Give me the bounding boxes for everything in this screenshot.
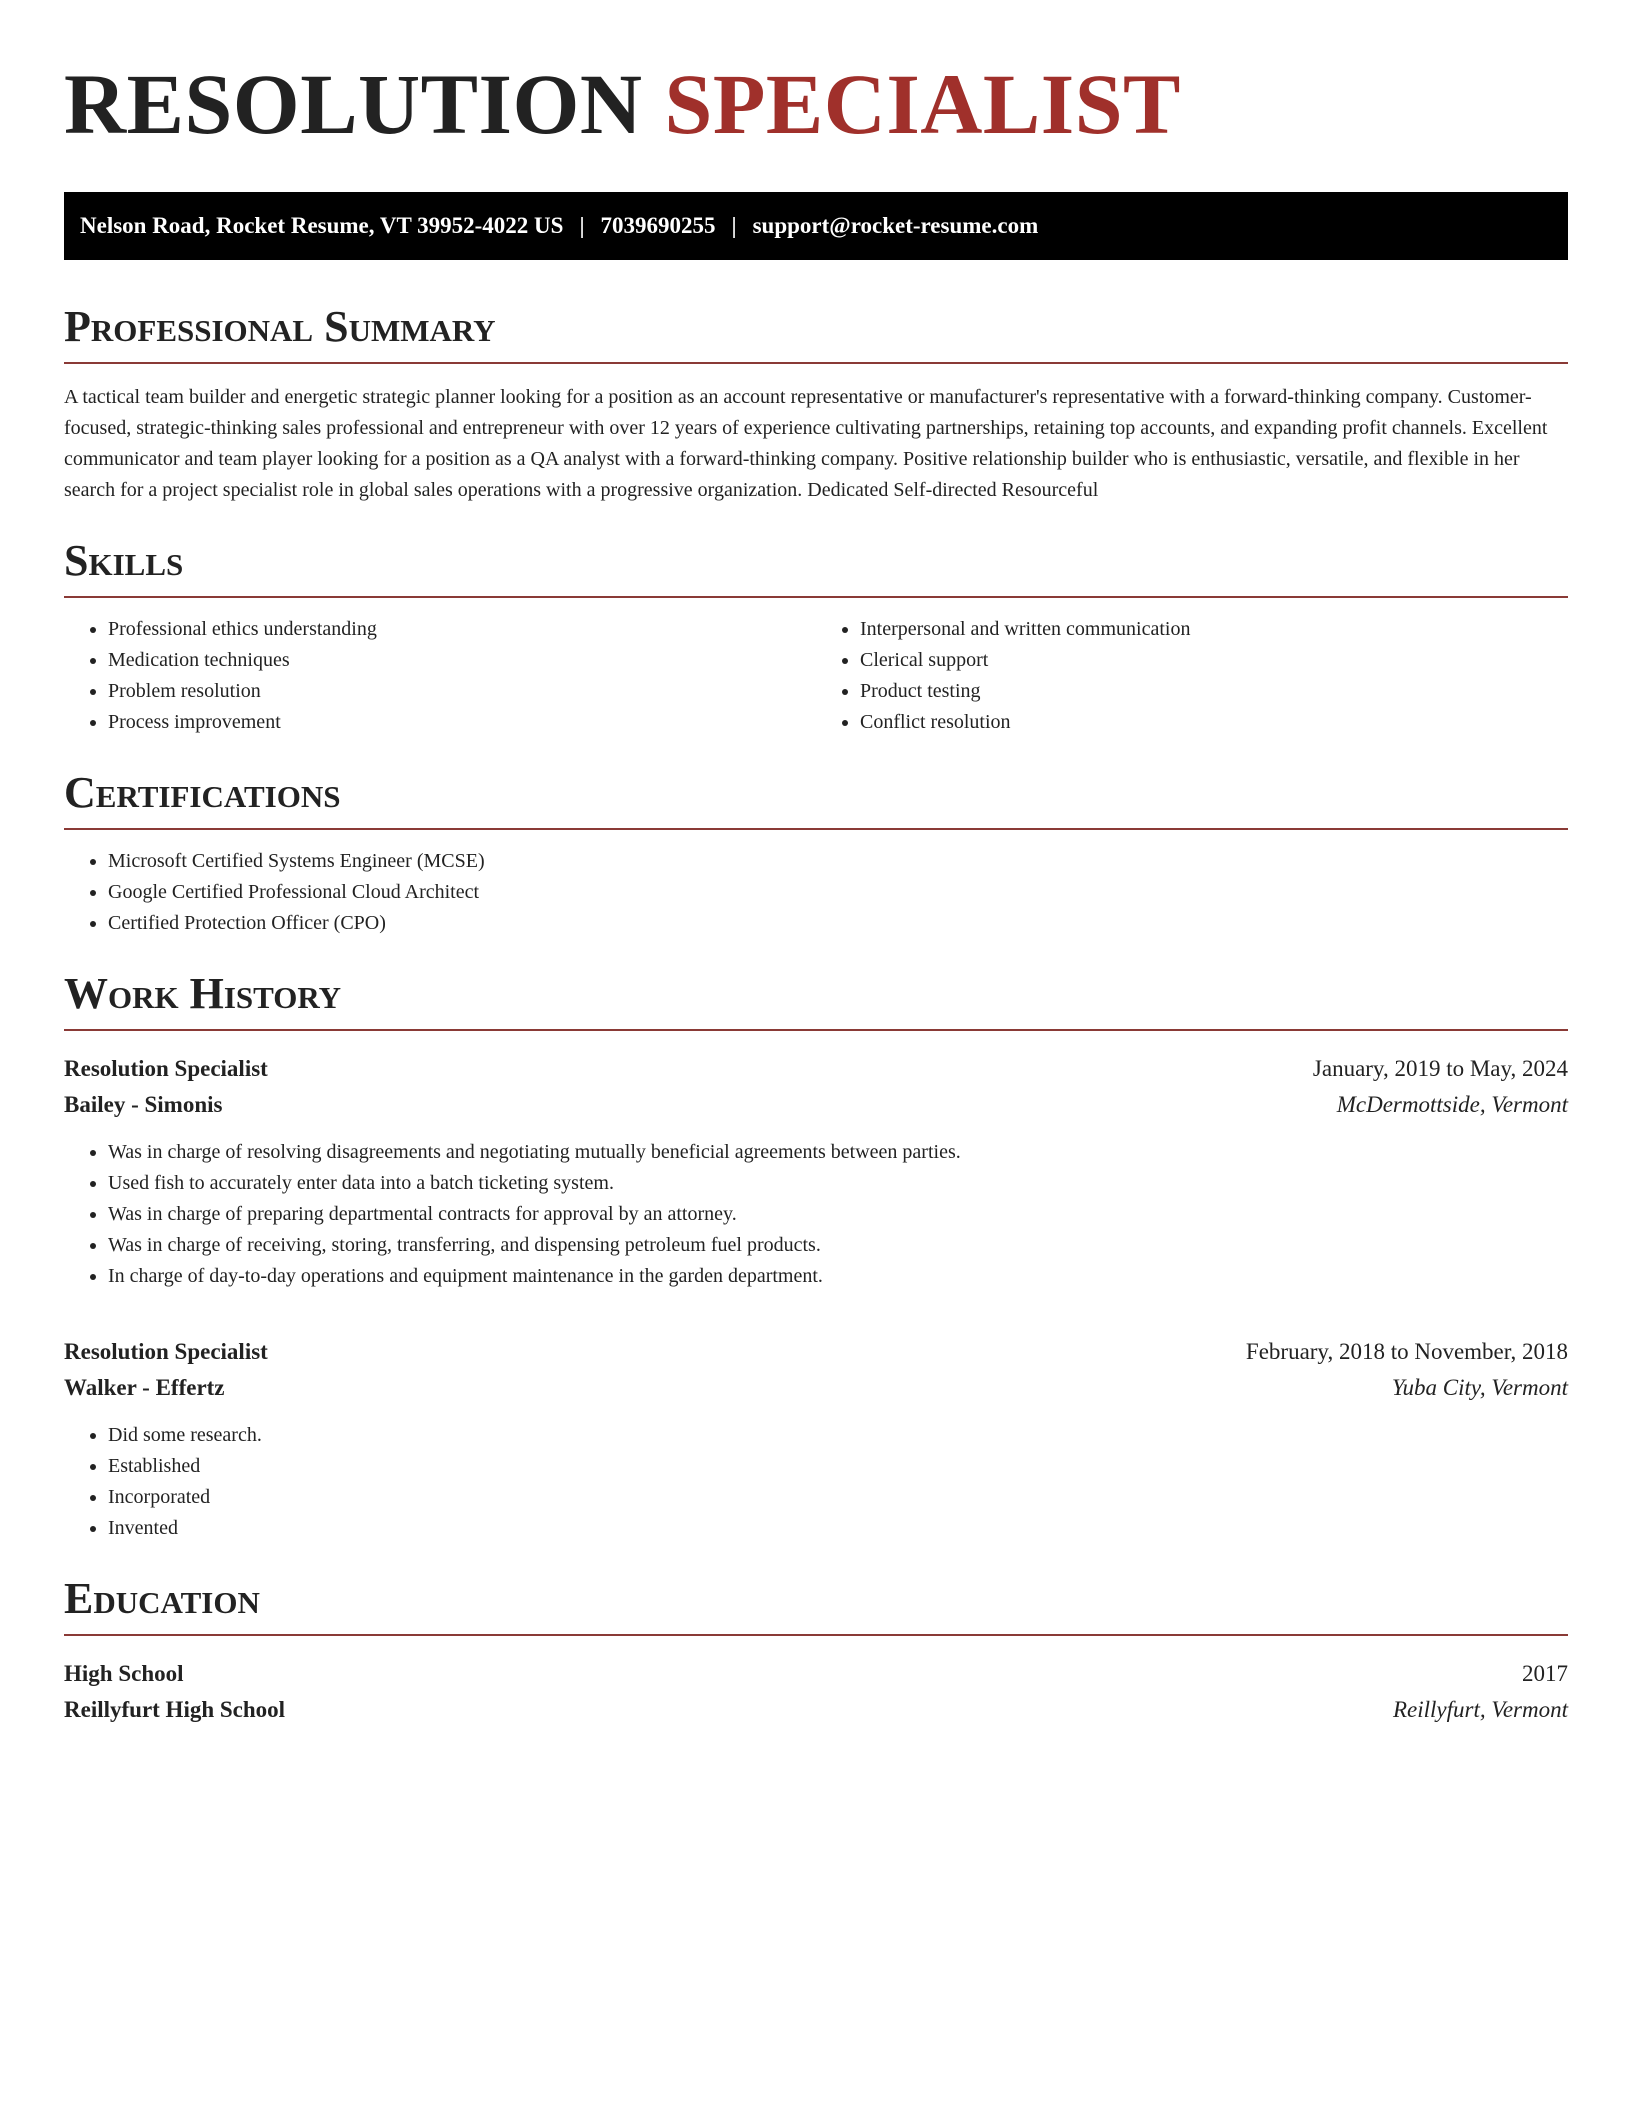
job-entry — [64, 1334, 1568, 1544]
skill-item: • Process improvement — [108, 707, 816, 738]
job-location: Yuba City, Vermont — [1391, 1375, 1568, 1400]
name-last: SPECIALIST — [664, 56, 1181, 152]
education-entry — [64, 1656, 1568, 1728]
section-divider — [64, 828, 1568, 830]
job-location: McDermottside, Vermont — [1336, 1092, 1568, 1117]
job-entry — [64, 1051, 1568, 1292]
education-school: Reillyfurt High School — [64, 1697, 286, 1722]
skill-item: • Interpersonal and written communication — [860, 614, 1568, 645]
certification-item: • Google Certified Professional Cloud Architect — [108, 877, 1568, 908]
section-divider — [64, 1029, 1568, 1031]
contact-bar — [64, 192, 1568, 260]
job-bullet: • In charge of day-to-day operations and equipment maintenance in the garden department. — [108, 1261, 1568, 1292]
job-bullet: • Was in charge of resolving disagreements and negotiating mutually beneficial agreements between parties. — [108, 1137, 1568, 1168]
contact-separator: | — [731, 213, 737, 238]
skill-item: • Professional ethics understanding — [108, 614, 816, 645]
contact-phone: 7039690255 — [600, 213, 716, 238]
certifications-section — [64, 768, 1568, 939]
section-title-certifications: Certifications — [64, 768, 341, 817]
job-bullet: • Incorporated — [108, 1482, 1568, 1513]
contact-separator: | — [579, 213, 585, 238]
job-bullet: • Was in charge of preparing departmental contracts for approval by an attorney. — [108, 1199, 1568, 1230]
education-section — [64, 1574, 1568, 1728]
education-location: Reillyfurt, Vermont — [1392, 1697, 1568, 1722]
skills-grid — [64, 598, 1568, 738]
job-header-row — [64, 1051, 1568, 1087]
section-title-work-history: Work History — [64, 969, 342, 1018]
skills-section — [64, 536, 1568, 738]
work-history-section — [64, 969, 1568, 1544]
job-bullet: • Invented — [108, 1513, 1568, 1544]
job-dates: January, 2019 to May, 2024 — [1312, 1056, 1568, 1081]
certifications-list — [64, 846, 1568, 939]
contact-address: Nelson Road, Rocket Resume, VT 39952-4022 US — [80, 213, 564, 238]
job-bullet: • Did some research. — [108, 1420, 1568, 1451]
skill-item: • Product testing — [860, 676, 1568, 707]
name-first: RESOLUTION — [64, 56, 643, 152]
job-header-row — [64, 1334, 1568, 1370]
skills-list-left — [64, 614, 816, 738]
skill-item: • Medication techniques — [108, 645, 816, 676]
job-company-row — [64, 1087, 1568, 1123]
contact-email[interactable]: support@rocket-resume.com — [752, 213, 1039, 238]
job-company-row — [64, 1370, 1568, 1406]
skill-item: • Conflict resolution — [860, 707, 1568, 738]
section-divider — [64, 362, 1568, 364]
section-title-skills: Skills — [64, 536, 184, 585]
education-year: 2017 — [1522, 1661, 1568, 1686]
summary-text: A tactical team builder and energetic strategic planner looking for a position as an account representative or manufacturer's representative with a forward-thinking company. Customer-focused, strategic-thinking sales professional and entrepreneur with over 12 years of experience cultivating partnerships, retaining top accounts, and expanding profit channels. Excellent communicator and team player looking for a position as a QA analyst with a forward-thinking company. Positive relationship builder who is enthusiastic, versatile, and flexible in her search for a project specialist role in global sales operations with a progressive organization. Dedicated Self-directed Resourceful — [64, 386, 1548, 501]
job-bullet: • Was in charge of receiving, storing, transferring, and dispensing petroleum fuel products. — [108, 1230, 1568, 1261]
section-title-education: Education — [64, 1574, 260, 1623]
job-bullets — [64, 1137, 1568, 1292]
job-title: Resolution Specialist — [64, 1339, 268, 1364]
job-bullet: • Established — [108, 1451, 1568, 1482]
skills-list-right — [816, 614, 1568, 738]
job-dates: February, 2018 to November, 2018 — [1245, 1339, 1568, 1364]
job-bullet: • Used fish to accurately enter data into a batch ticketing system. — [108, 1168, 1568, 1199]
education-header-row — [64, 1656, 1568, 1692]
certification-item: • Microsoft Certified Systems Engineer (MCSE) — [108, 846, 1568, 877]
job-bullets — [64, 1420, 1568, 1544]
certification-item: • Certified Protection Officer (CPO) — [108, 908, 1568, 939]
job-company: Walker - Effertz — [64, 1375, 225, 1400]
skill-item: • Problem resolution — [108, 676, 816, 707]
section-title-summary: Professional Summary — [64, 302, 496, 351]
skill-item: • Clerical support — [860, 645, 1568, 676]
job-company: Bailey - Simonis — [64, 1092, 223, 1117]
summary-section — [64, 302, 1568, 506]
resume-name — [64, 0, 1568, 152]
section-divider — [64, 1634, 1568, 1636]
education-degree: High School — [64, 1661, 184, 1686]
job-title: Resolution Specialist — [64, 1056, 268, 1081]
education-school-row — [64, 1692, 1568, 1728]
